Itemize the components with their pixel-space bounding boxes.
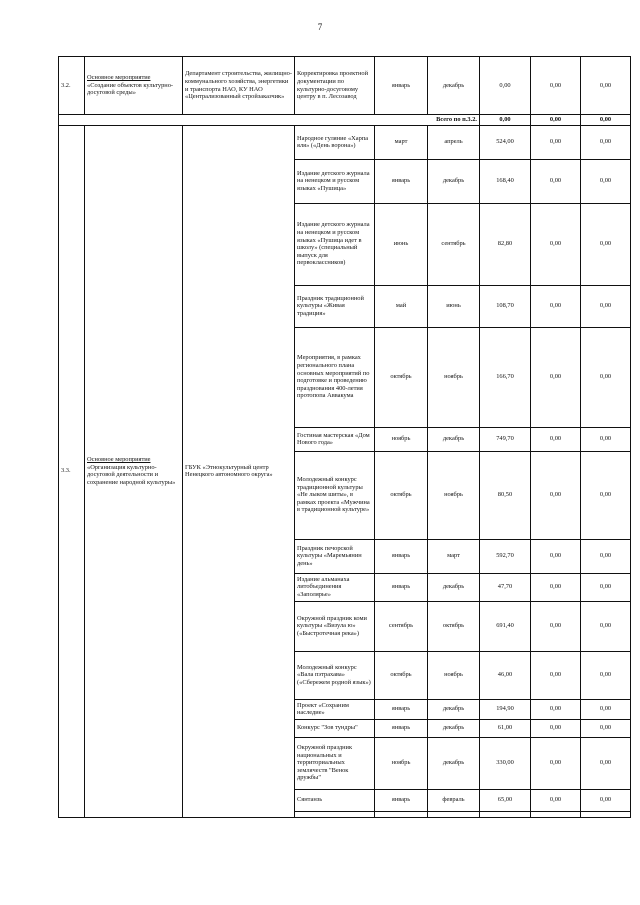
value-2: 0,00 (531, 737, 581, 789)
page-number: 7 (317, 22, 323, 32)
value-3: 0,00 (581, 159, 631, 203)
activity-cell: Издание детского журнала на ненецком и русском языках «Пушица идет в школу» (специальный выпуск для первоклассников) (295, 203, 375, 285)
total-row (59, 115, 631, 126)
value-3: 0,00 (581, 573, 631, 601)
value-1: 330,00 (480, 737, 531, 789)
table-row (59, 57, 631, 115)
section-number: 3.3. (59, 125, 85, 817)
start-month: январь (375, 57, 428, 115)
end-month: июнь (428, 285, 480, 327)
end-month: декабрь (428, 573, 480, 601)
activity-cell: Праздник печорской культуры «Маремьянин день» (295, 539, 375, 573)
end-month: декабрь (428, 57, 480, 115)
activity-cell: Корректировка проектной документации по культурно-досуговому центру в п. Лесозавод (295, 57, 375, 115)
section-title: Основное мероприятие «Создание объектов культурно-досуговой среды» (85, 57, 183, 115)
start-month: январь (375, 789, 428, 811)
value-1: 82,80 (480, 203, 531, 285)
value-1: 65,00 (480, 789, 531, 811)
value-3: 0,00 (581, 719, 631, 737)
activity-cell: Гостиная мастерская «Дом Нового года» (295, 427, 375, 451)
value-3: 0,00 (581, 285, 631, 327)
end-month: декабрь (428, 719, 480, 737)
section-title: Основное мероприятие «Организация культурно-досуговой деятельности и сохранение народной культуры» (85, 125, 183, 817)
value-3: 0,00 (581, 539, 631, 573)
start-month: май (375, 285, 428, 327)
value-2: 0,00 (531, 427, 581, 451)
start-month: январь (375, 719, 428, 737)
activity-cell: Молодежный конкурс «Вала пэтрахава» («Сбережем родной язык») (295, 651, 375, 699)
value-3: 0,00 (581, 451, 631, 539)
start-month: январь (375, 573, 428, 601)
value-2: 0,00 (531, 125, 581, 159)
program-table (58, 56, 631, 818)
empty-cell (531, 811, 581, 817)
value-2: 0,00 (531, 539, 581, 573)
end-month: декабрь (428, 737, 480, 789)
value-1: 80,50 (480, 451, 531, 539)
activity-cell: Проект «Сохраним наследие» (295, 699, 375, 719)
start-month: январь (375, 159, 428, 203)
value-2: 0,00 (531, 789, 581, 811)
value-3: 0,00 (581, 57, 631, 115)
value-1: 749,70 (480, 427, 531, 451)
empty-cell (295, 811, 375, 817)
value-1: 108,70 (480, 285, 531, 327)
end-month: апрель (428, 125, 480, 159)
value-1: 61,00 (480, 719, 531, 737)
value-1: 46,00 (480, 651, 531, 699)
empty-cell (581, 811, 631, 817)
value-2: 0,00 (531, 719, 581, 737)
activity-cell: Праздник традиционной культуры «Живая традиция» (295, 285, 375, 327)
value-3: 0,00 (581, 203, 631, 285)
end-month: декабрь (428, 699, 480, 719)
activity-cell: Молодежный конкурс традиционной культуры «Не лыком шиты», в рамках проекта «Мужчина в традиционной культуре» (295, 451, 375, 539)
activity-cell: Окружной праздник национальных и территориальных землячеств "Венок дружбы" (295, 737, 375, 789)
empty-cell (375, 811, 428, 817)
start-month: октябрь (375, 451, 428, 539)
activity-cell: Издание альманаха литобъединения «Заполярье» (295, 573, 375, 601)
activity-cell: Конкурс "Зов тундры" (295, 719, 375, 737)
start-month: ноябрь (375, 427, 428, 451)
value-1: 194,90 (480, 699, 531, 719)
end-month: декабрь (428, 427, 480, 451)
value-3: 0,00 (581, 651, 631, 699)
total-label: Всего по п.3.2. (59, 115, 480, 126)
value-2: 0,00 (531, 699, 581, 719)
start-month: октябрь (375, 327, 428, 427)
value-1: 0,00 (480, 57, 531, 115)
start-month: январь (375, 699, 428, 719)
activity-cell: Народное гуляние «Харпа яля» («День ворона») (295, 125, 375, 159)
end-month: март (428, 539, 480, 573)
end-month: сентябрь (428, 203, 480, 285)
start-month: июнь (375, 203, 428, 285)
value-2: 0,00 (531, 159, 581, 203)
start-month: октябрь (375, 651, 428, 699)
activity-cell: Издание детского журнала на ненецком и русском языках «Пушица» (295, 159, 375, 203)
section-executor: ГБУК «Этнокультурный центр Ненецкого автономного округа» (183, 125, 295, 817)
value-1: 524,00 (480, 125, 531, 159)
value-3: 0,00 (581, 327, 631, 427)
value-3: 0,00 (581, 789, 631, 811)
value-2: 0,00 (531, 327, 581, 427)
value-2: 0,00 (531, 285, 581, 327)
end-month: декабрь (428, 159, 480, 203)
value-2: 0,00 (531, 451, 581, 539)
activity-cell: Сянтанзь (295, 789, 375, 811)
value-3: 0,00 (581, 699, 631, 719)
value-2: 0,00 (531, 203, 581, 285)
start-month: ноябрь (375, 737, 428, 789)
empty-cell (480, 811, 531, 817)
empty-cell (428, 811, 480, 817)
end-month: ноябрь (428, 651, 480, 699)
start-month: март (375, 125, 428, 159)
total-value-3: 0,00 (581, 115, 631, 126)
table-row (59, 125, 631, 159)
value-3: 0,00 (581, 427, 631, 451)
value-3: 0,00 (581, 601, 631, 651)
activity-cell: Мероприятия, в рамках регионального плана основных мероприятий по подготовке и проведению празднования 400-летия протопопа Аввакума (295, 327, 375, 427)
value-3: 0,00 (581, 737, 631, 789)
activity-cell: Окружной праздник коми культуры «Визула ю» («Быстротечная река») (295, 601, 375, 651)
value-2: 0,00 (531, 601, 581, 651)
start-month: сентябрь (375, 601, 428, 651)
value-1: 168,40 (480, 159, 531, 203)
total-value-1: 0,00 (480, 115, 531, 126)
value-2: 0,00 (531, 573, 581, 601)
value-1: 592,70 (480, 539, 531, 573)
end-month: ноябрь (428, 327, 480, 427)
value-3: 0,00 (581, 125, 631, 159)
value-1: 47,70 (480, 573, 531, 601)
value-2: 0,00 (531, 651, 581, 699)
end-month: октябрь (428, 601, 480, 651)
end-month: ноябрь (428, 451, 480, 539)
value-2: 0,00 (531, 57, 581, 115)
section-executor: Департамент строительства, жилищно-коммунального хозяйства, энергетики и транспорта НАО, КУ НАО «Централизованный стройзаказчик» (183, 57, 295, 115)
start-month: январь (375, 539, 428, 573)
value-1: 166,70 (480, 327, 531, 427)
section-number: 3.2. (59, 57, 85, 115)
total-value-2: 0,00 (531, 115, 581, 126)
end-month: февраль (428, 789, 480, 811)
value-1: 691,40 (480, 601, 531, 651)
